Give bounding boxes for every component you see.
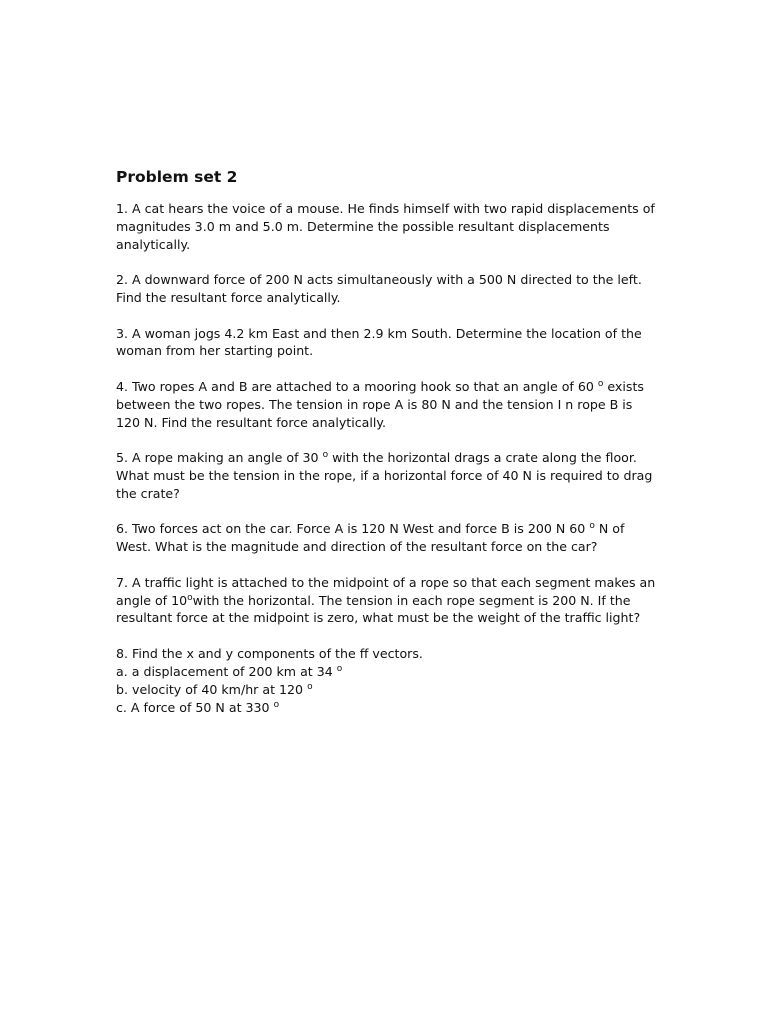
- degree-superscript: o: [273, 699, 280, 710]
- degree-superscript: o: [589, 521, 595, 532]
- problem-line: 1. A cat hears the voice of a mouse. He finds himself with two rapid displacements of: [116, 201, 655, 216]
- problem-5: [116, 449, 656, 503]
- problem-line: What must be the tension in the rope, if a horizontal force of 40 N is required to drag: [116, 467, 653, 483]
- problem-4: [116, 378, 656, 432]
- degree-superscript: o: [307, 681, 313, 692]
- problem-line: 5. A rope making an angle of 30 $^o$ with the horizontal drags a crate along the floor.: [116, 450, 637, 466]
- problem-line: 6. Two forces act on the car. Force A is 120 N West and force B is 200 N 60 $^o$ N of: [116, 521, 625, 537]
- problem-line: the crate?: [116, 485, 180, 501]
- problem-line: between the two ropes. The tension in rope A is 80 N and the tension I n rope B is: [116, 396, 633, 412]
- problem-7: [116, 574, 656, 628]
- problem-line: a. a displacement of 200 km at 34 $^o$: [116, 663, 343, 679]
- problem-line: magnitudes 3.0 m and 5.0 m. Determine the possible resultant displacements: [116, 218, 610, 234]
- degree-superscript: o: [322, 450, 329, 461]
- problem-line: 4. Two ropes A and B are attached to a mooring hook so that an angle of 60 $^o$ exists: [116, 378, 644, 394]
- problem-6: [116, 520, 656, 556]
- problem-line: resultant force at the midpoint is zero, what must be the weight of the traffic light?: [116, 610, 641, 626]
- problem-line: woman from her starting point.: [116, 343, 314, 359]
- problem-line: 3. A woman jogs 4.2 km East and then 2.9 km South. Determine the location of the: [116, 325, 642, 341]
- problem-3: [116, 325, 656, 361]
- problem-line: angle of 10$^o$with the horizontal. The tension in each rope segment is 200 N. If the: [116, 592, 631, 608]
- problem-8: [116, 645, 656, 717]
- problem-set-content: [116, 166, 656, 734]
- problem-2: [116, 271, 656, 307]
- problem-line: Find the resultant force analytically.: [116, 290, 341, 306]
- degree-superscript: o: [187, 592, 193, 603]
- problem-line: 2. A downward force of 200 N acts simultaneously with a 500 N directed to the left.: [116, 272, 642, 288]
- problem-line: b. velocity of 40 km/hr at 120 $^o$: [116, 681, 313, 697]
- problem-line: West. What is the magnitude and direction of the resultant force on the car?: [116, 539, 598, 555]
- problem-line: c. A force of 50 N at 330 $^o$: [116, 699, 280, 715]
- degree-superscript: o: [336, 663, 343, 674]
- page-title: Problem set 2: [116, 168, 238, 186]
- problem-line: 8. Find the x and y components of the ff vectors.: [116, 645, 423, 661]
- problem-1: [116, 200, 656, 254]
- problem-line: 120 N. Find the resultant force analytically.: [116, 414, 387, 430]
- problem-line: analytically.: [116, 236, 191, 252]
- degree-superscript: o: [597, 378, 604, 389]
- problem-line: 7. A traffic light is attached to the midpoint of a rope so that each segment makes an: [116, 574, 656, 590]
